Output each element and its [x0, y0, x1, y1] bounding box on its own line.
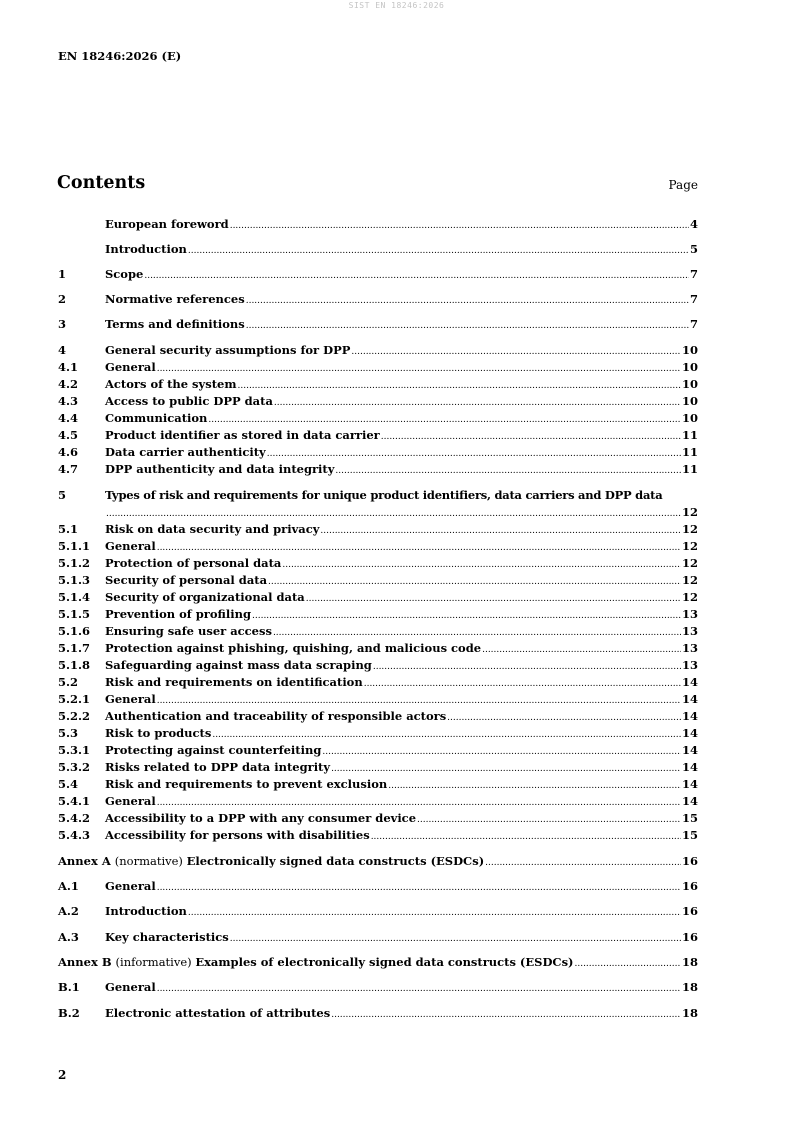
- toc-entry-number: B.2: [58, 1006, 80, 1020]
- toc-entry-title: General: [105, 879, 156, 893]
- toc-entry[interactable]: [58, 410, 698, 426]
- toc-entry[interactable]: [58, 623, 698, 639]
- toc-entry-number: 5.2: [58, 675, 79, 689]
- toc-entry-number: 4.2: [58, 377, 79, 391]
- toc-entry-number: 4.3: [58, 394, 79, 408]
- toc-leader-dots: [331, 761, 681, 777]
- toc-entry-page: 11: [681, 445, 698, 459]
- toc-entry[interactable]: [58, 691, 698, 707]
- toc-entry-page: 18: [681, 980, 698, 994]
- toc-entry[interactable]: [58, 657, 698, 673]
- toc-entry[interactable]: [58, 1005, 698, 1021]
- toc-entry-page: 16: [681, 930, 698, 944]
- toc-entry-page: 18: [681, 955, 698, 969]
- toc-entry-page: 14: [681, 777, 698, 791]
- toc-entry-title: Normative references: [105, 292, 245, 306]
- toc-entry[interactable]: [58, 776, 698, 792]
- toc-entry-page: 12: [681, 590, 698, 604]
- toc-entry-title: Annex A (normative) Electronically signed data constructs (ESDCs): [58, 854, 485, 868]
- toc-entry-title: Introduction: [105, 904, 187, 918]
- toc-entry-title: Annex B (informative) Examples of electronically signed data constructs (ESDCs): [58, 955, 574, 969]
- toc-entry-title: Actors of the system: [105, 377, 237, 391]
- toc-entry[interactable]: [58, 708, 698, 724]
- toc-entry-page: 11: [681, 462, 698, 476]
- page-column-label: Page: [668, 178, 698, 192]
- toc-entry[interactable]: [58, 674, 698, 690]
- toc-entry[interactable]: [58, 759, 698, 775]
- toc-leader-dots: [157, 361, 681, 377]
- toc-annex-label: Annex A: [58, 854, 115, 868]
- toc-entry[interactable]: [58, 316, 698, 332]
- toc-entry-page: 15: [681, 828, 698, 842]
- toc-leader-dots: [351, 344, 681, 360]
- toc-entry[interactable]: [58, 461, 698, 477]
- toc-entry-title: Access to public DPP data: [105, 394, 273, 408]
- toc-entry-title: Risk and requirements on identification: [105, 675, 363, 689]
- toc-entry-number: 5.3.2: [58, 760, 91, 774]
- toc-entry-title: Scope: [105, 267, 144, 281]
- toc-entry[interactable]: [58, 427, 698, 443]
- toc-entry-title: General: [105, 980, 156, 994]
- toc-entry[interactable]: [58, 521, 698, 537]
- toc-entry-number: 5.1.4: [58, 590, 91, 604]
- toc-entry[interactable]: [58, 606, 698, 622]
- toc-entry-title: General: [105, 360, 156, 374]
- toc-annex-entry[interactable]: [58, 853, 698, 869]
- toc-entry-page: 14: [681, 726, 698, 740]
- toc-entry-number: 5.4.3: [58, 828, 91, 842]
- toc-entry[interactable]: [58, 878, 698, 894]
- toc-entry-page: 16: [681, 879, 698, 893]
- toc-leader-dots: [282, 557, 681, 573]
- toc-entry-title: Risk and requirements to prevent exclusion: [105, 777, 388, 791]
- toc-entry-number: 5.1.7: [58, 641, 91, 655]
- toc-entry-number: 5.1.1: [58, 539, 91, 553]
- toc-entry-title: Introduction: [105, 242, 187, 256]
- watermark: SIST EN 18246:2026: [348, 1, 445, 10]
- toc-entry[interactable]: [58, 589, 698, 605]
- toc-entry-title: DPP authenticity and data integrity: [105, 462, 335, 476]
- toc-entry-title: General security assumptions for DPP: [105, 343, 351, 357]
- toc-entry[interactable]: [58, 572, 698, 588]
- toc-entry[interactable]: [58, 393, 698, 409]
- toc-entry-page: 13: [681, 607, 698, 621]
- toc-entry-page: 7: [689, 317, 698, 331]
- toc-leader-dots: [157, 540, 681, 556]
- toc-entry[interactable]: [58, 640, 698, 656]
- toc-entry[interactable]: [58, 538, 698, 554]
- toc-entry[interactable]: [58, 342, 698, 358]
- toc-entry-page: 10: [681, 394, 698, 408]
- toc-entry-number: 5.3.1: [58, 743, 91, 757]
- toc-entry-title: Accessibility for persons with disabilities: [105, 828, 370, 842]
- toc-entry-page: 14: [681, 743, 698, 757]
- toc-entry-title: Types of risk and requirements for unique product identifiers, data carriers and DPP data: [105, 488, 663, 502]
- toc-leader-dots: [246, 293, 689, 309]
- toc-leader-dots: [447, 710, 681, 726]
- toc-entry-page: 14: [681, 794, 698, 808]
- toc-entry-title: Terms and definitions: [105, 317, 245, 331]
- toc-entry-page: 16: [681, 904, 698, 918]
- toc-entry-number: 4.7: [58, 462, 79, 476]
- toc-entry-page: 14: [681, 760, 698, 774]
- toc-entry-page: 14: [681, 709, 698, 723]
- toc-leader-dots: [246, 318, 689, 334]
- toc-leader-dots: [157, 880, 681, 896]
- toc-entry[interactable]: [58, 376, 698, 392]
- toc-leader-dots: [381, 429, 681, 445]
- toc-entry[interactable]: [58, 241, 698, 257]
- contents-title: Contents: [57, 173, 146, 193]
- toc-leader-dots: [320, 523, 681, 539]
- toc-leader-dots: [267, 446, 681, 462]
- toc-annex-qualifier: (normative): [114, 854, 187, 868]
- toc-entry-number: 5.1.5: [58, 607, 91, 621]
- toc-entry-number: 4.1: [58, 360, 79, 374]
- toc-leader-dots: [574, 956, 681, 972]
- toc-leader-dots: [157, 981, 681, 997]
- toc-leader-dots: [157, 693, 681, 709]
- toc-entry-page: 16: [681, 854, 698, 868]
- toc-entry-page: 5: [689, 242, 698, 256]
- toc-entry-number: 5.1.3: [58, 573, 91, 587]
- toc-entry-number: 5.2.1: [58, 692, 91, 706]
- toc-entry[interactable]: [58, 359, 698, 375]
- toc-entry-number: 5.4.2: [58, 811, 91, 825]
- toc-leader-dots: [188, 243, 689, 259]
- toc-entry-page: 12: [681, 573, 698, 587]
- toc-leader-dots: [157, 795, 681, 811]
- toc-entry-number: 4.5: [58, 428, 79, 442]
- toc-leader-dots: [482, 642, 681, 658]
- toc-entry[interactable]: [58, 444, 698, 460]
- toc-entry-title: Electronic attestation of attributes: [105, 1006, 331, 1020]
- toc-leader-dots: [306, 591, 681, 607]
- toc-entry[interactable]: [58, 291, 698, 307]
- toc-entry-title: Safeguarding against mass data scraping: [105, 658, 372, 672]
- toc-entry-page: 10: [681, 343, 698, 357]
- toc-leader-dots: [417, 812, 681, 828]
- toc-leader-dots: [268, 574, 681, 590]
- toc-entry-number: B.1: [58, 980, 80, 994]
- toc-entry-number: 5.1.8: [58, 658, 91, 672]
- toc-entry-page: 12: [681, 556, 698, 570]
- toc-entry-number: 5.1.2: [58, 556, 91, 570]
- toc-entry-number: 3: [58, 317, 67, 331]
- toc-leader-dots: [485, 855, 681, 871]
- toc-entry[interactable]: [58, 725, 698, 741]
- toc-annex-entry[interactable]: [58, 954, 698, 970]
- toc-leader-dots: [238, 378, 681, 394]
- toc-entry-page: 12: [681, 522, 698, 536]
- toc-entry-page: 14: [681, 692, 698, 706]
- toc-entry[interactable]: [58, 979, 698, 995]
- toc-entry-page: 12: [681, 505, 698, 519]
- toc-entry-title: Risk to products: [105, 726, 212, 740]
- toc-entry-page: 7: [689, 267, 698, 281]
- toc-leader-dots: [144, 268, 689, 284]
- toc-entry-number: 4: [58, 343, 67, 357]
- page-number: 2: [58, 1068, 67, 1082]
- toc-entry-title: Protection against phishing, quishing, and malicious code: [105, 641, 482, 655]
- toc-entry-page: 12: [681, 539, 698, 553]
- toc-entry-number: 1: [58, 267, 67, 281]
- toc-entry[interactable]: [58, 216, 698, 232]
- toc-entry[interactable]: [58, 827, 698, 843]
- toc-annex-label: Annex B: [58, 955, 116, 969]
- toc-leader-dots: [331, 1007, 681, 1023]
- toc-entry-title: Prevention of profiling: [105, 607, 251, 621]
- toc-entry[interactable]: [58, 742, 698, 758]
- toc-entry-page: 14: [681, 675, 698, 689]
- toc-entry[interactable]: [58, 487, 698, 503]
- toc-entry-page: 4: [689, 217, 698, 231]
- toc-entry-number: 4.6: [58, 445, 79, 459]
- toc-entry[interactable]: [58, 555, 698, 571]
- toc-leader-dots: [335, 463, 681, 479]
- toc-entry-title: Risks related to DPP data integrity: [105, 760, 331, 774]
- toc-entry-number: 5.1: [58, 522, 79, 536]
- toc-entry-number: 5.4.1: [58, 794, 91, 808]
- toc-leader-dots: [106, 506, 681, 522]
- toc-entry-number: 5.2.2: [58, 709, 91, 723]
- toc-entry-title: Ensuring safe user access: [105, 624, 272, 638]
- toc-entry-page: 18: [681, 1006, 698, 1020]
- toc-entry[interactable]: [58, 929, 698, 945]
- toc-entry-continuation: [58, 504, 698, 520]
- toc-entry-page: 13: [681, 641, 698, 655]
- toc-entry-page: 15: [681, 811, 698, 825]
- toc-entry-title: Security of organizational data: [105, 590, 305, 604]
- toc-entry-number: A.3: [58, 930, 79, 944]
- toc-entry-number: A.2: [58, 904, 79, 918]
- toc-leader-dots: [188, 905, 681, 921]
- toc-entry-page: 13: [681, 624, 698, 638]
- toc-entry[interactable]: [58, 810, 698, 826]
- toc-entry-number: 5.1.6: [58, 624, 91, 638]
- toc-entry-title: Data carrier authenticity: [105, 445, 266, 459]
- toc-leader-dots: [273, 625, 681, 641]
- toc-entry-number: 5.3: [58, 726, 79, 740]
- toc-entry-number: 5.4: [58, 777, 79, 791]
- toc-entry-title: Authentication and traceability of responsible actors: [105, 709, 447, 723]
- toc-leader-dots: [230, 218, 689, 234]
- toc-entry-page: 11: [681, 428, 698, 442]
- toc-leader-dots: [252, 608, 681, 624]
- toc-leader-dots: [388, 778, 681, 794]
- toc-entry-title: Product identifier as stored in data carrier: [105, 428, 380, 442]
- toc-entry-title: Protecting against counterfeiting: [105, 743, 322, 757]
- document-header: EN 18246:2026 (E): [58, 49, 182, 63]
- toc-entry[interactable]: [58, 793, 698, 809]
- toc-leader-dots: [364, 676, 681, 692]
- toc-entry-title: Protection of personal data: [105, 556, 282, 570]
- toc-entry[interactable]: [58, 903, 698, 919]
- toc-entry-number: A.1: [58, 879, 79, 893]
- toc-entry-title: Risk on data security and privacy: [105, 522, 320, 536]
- toc-entry-page: 10: [681, 411, 698, 425]
- toc-leader-dots: [371, 829, 681, 845]
- toc-entry-number: 5: [58, 488, 67, 502]
- toc-entry-title: Security of personal data: [105, 573, 268, 587]
- toc-entry[interactable]: [58, 266, 698, 282]
- toc-entry-page: 10: [681, 360, 698, 374]
- toc-leader-dots: [212, 727, 681, 743]
- toc-entry-page: 7: [689, 292, 698, 306]
- toc-entry-page: 10: [681, 377, 698, 391]
- toc-entry-page: 13: [681, 658, 698, 672]
- toc-entry-number: 4.4: [58, 411, 79, 425]
- toc-entry-title: Accessibility to a DPP with any consumer device: [105, 811, 417, 825]
- toc-leader-dots: [373, 659, 681, 675]
- toc-entry-title: Key characteristics: [105, 930, 229, 944]
- toc-leader-dots: [322, 744, 681, 760]
- toc-entry-number: 2: [58, 292, 67, 306]
- toc-entry-title: Communication: [105, 411, 208, 425]
- toc-entry-title: General: [105, 539, 156, 553]
- toc-entry-title: General: [105, 794, 156, 808]
- toc-entry-title: European foreword: [105, 217, 229, 231]
- toc-leader-dots: [208, 412, 681, 428]
- toc-entry-title: General: [105, 692, 156, 706]
- toc-leader-dots: [274, 395, 681, 411]
- toc-annex-qualifier: (informative): [115, 955, 196, 969]
- toc-leader-dots: [230, 931, 681, 947]
